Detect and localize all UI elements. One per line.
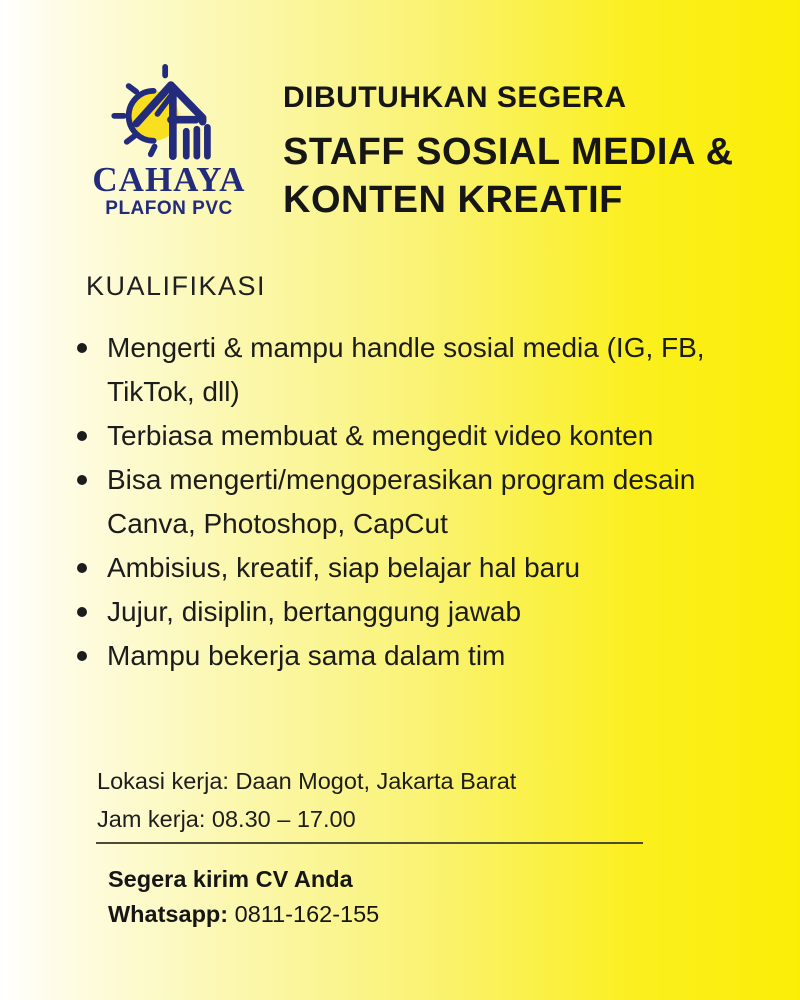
kicker-text: DIBUTUHKAN SEGERA [283,81,627,114]
bullet-icon [77,607,87,617]
qualification-text: Ambisius, kreatif, siap belajar hal baru [107,552,581,583]
divider-line [96,842,643,844]
bullet-icon [77,431,87,441]
qualification-item [74,634,770,678]
qualification-text: Mampu bekerja sama dalam tim [107,640,506,671]
company-tagline: PLAFON PVC [105,198,233,219]
qualification-text: Mengerti & mampu handle sosial media (IG, FB, TikTok, dll) [107,332,705,407]
bullet-icon [77,475,87,485]
qualification-item [74,590,770,634]
qualifications-heading: KUALIFIKASI [86,271,267,301]
job-title-line1: STAFF SOSIAL MEDIA & [283,131,734,173]
qualification-item [74,458,770,546]
work-hours: Jam kerja: 08.30 – 17.00 [97,806,356,832]
company-name: CAHAYA [92,160,246,199]
cta-headline: Segera kirim CV Anda [108,866,353,892]
whatsapp-label: Whatsapp: [108,901,229,927]
bullet-icon [77,651,87,661]
job-title [283,128,763,224]
company-logo [88,64,250,220]
qualification-text: Jujur, disiplin, bertanggung jawab [107,596,522,627]
work-details [97,762,516,838]
sun-house-logo-icon [109,64,229,160]
work-location: Lokasi kerja: Daan Mogot, Jakarta Barat [97,768,517,794]
qualifications-list [74,326,770,678]
qualification-text: Bisa mengerti/mengoperasikan program desain Canva, Photoshop, CapCut [107,464,696,539]
qualification-item [74,326,770,414]
headline-block [283,82,763,224]
bullet-icon [77,563,87,573]
whatsapp-contact [108,901,379,928]
job-title-line2: KONTEN KREATIF [283,179,623,221]
qualification-item [74,414,770,458]
qualification-text: Terbiasa membuat & mengedit video konten [107,420,654,451]
bullet-icon [77,343,87,353]
qualification-item [74,546,770,590]
whatsapp-number: 0811-162-155 [234,901,380,927]
